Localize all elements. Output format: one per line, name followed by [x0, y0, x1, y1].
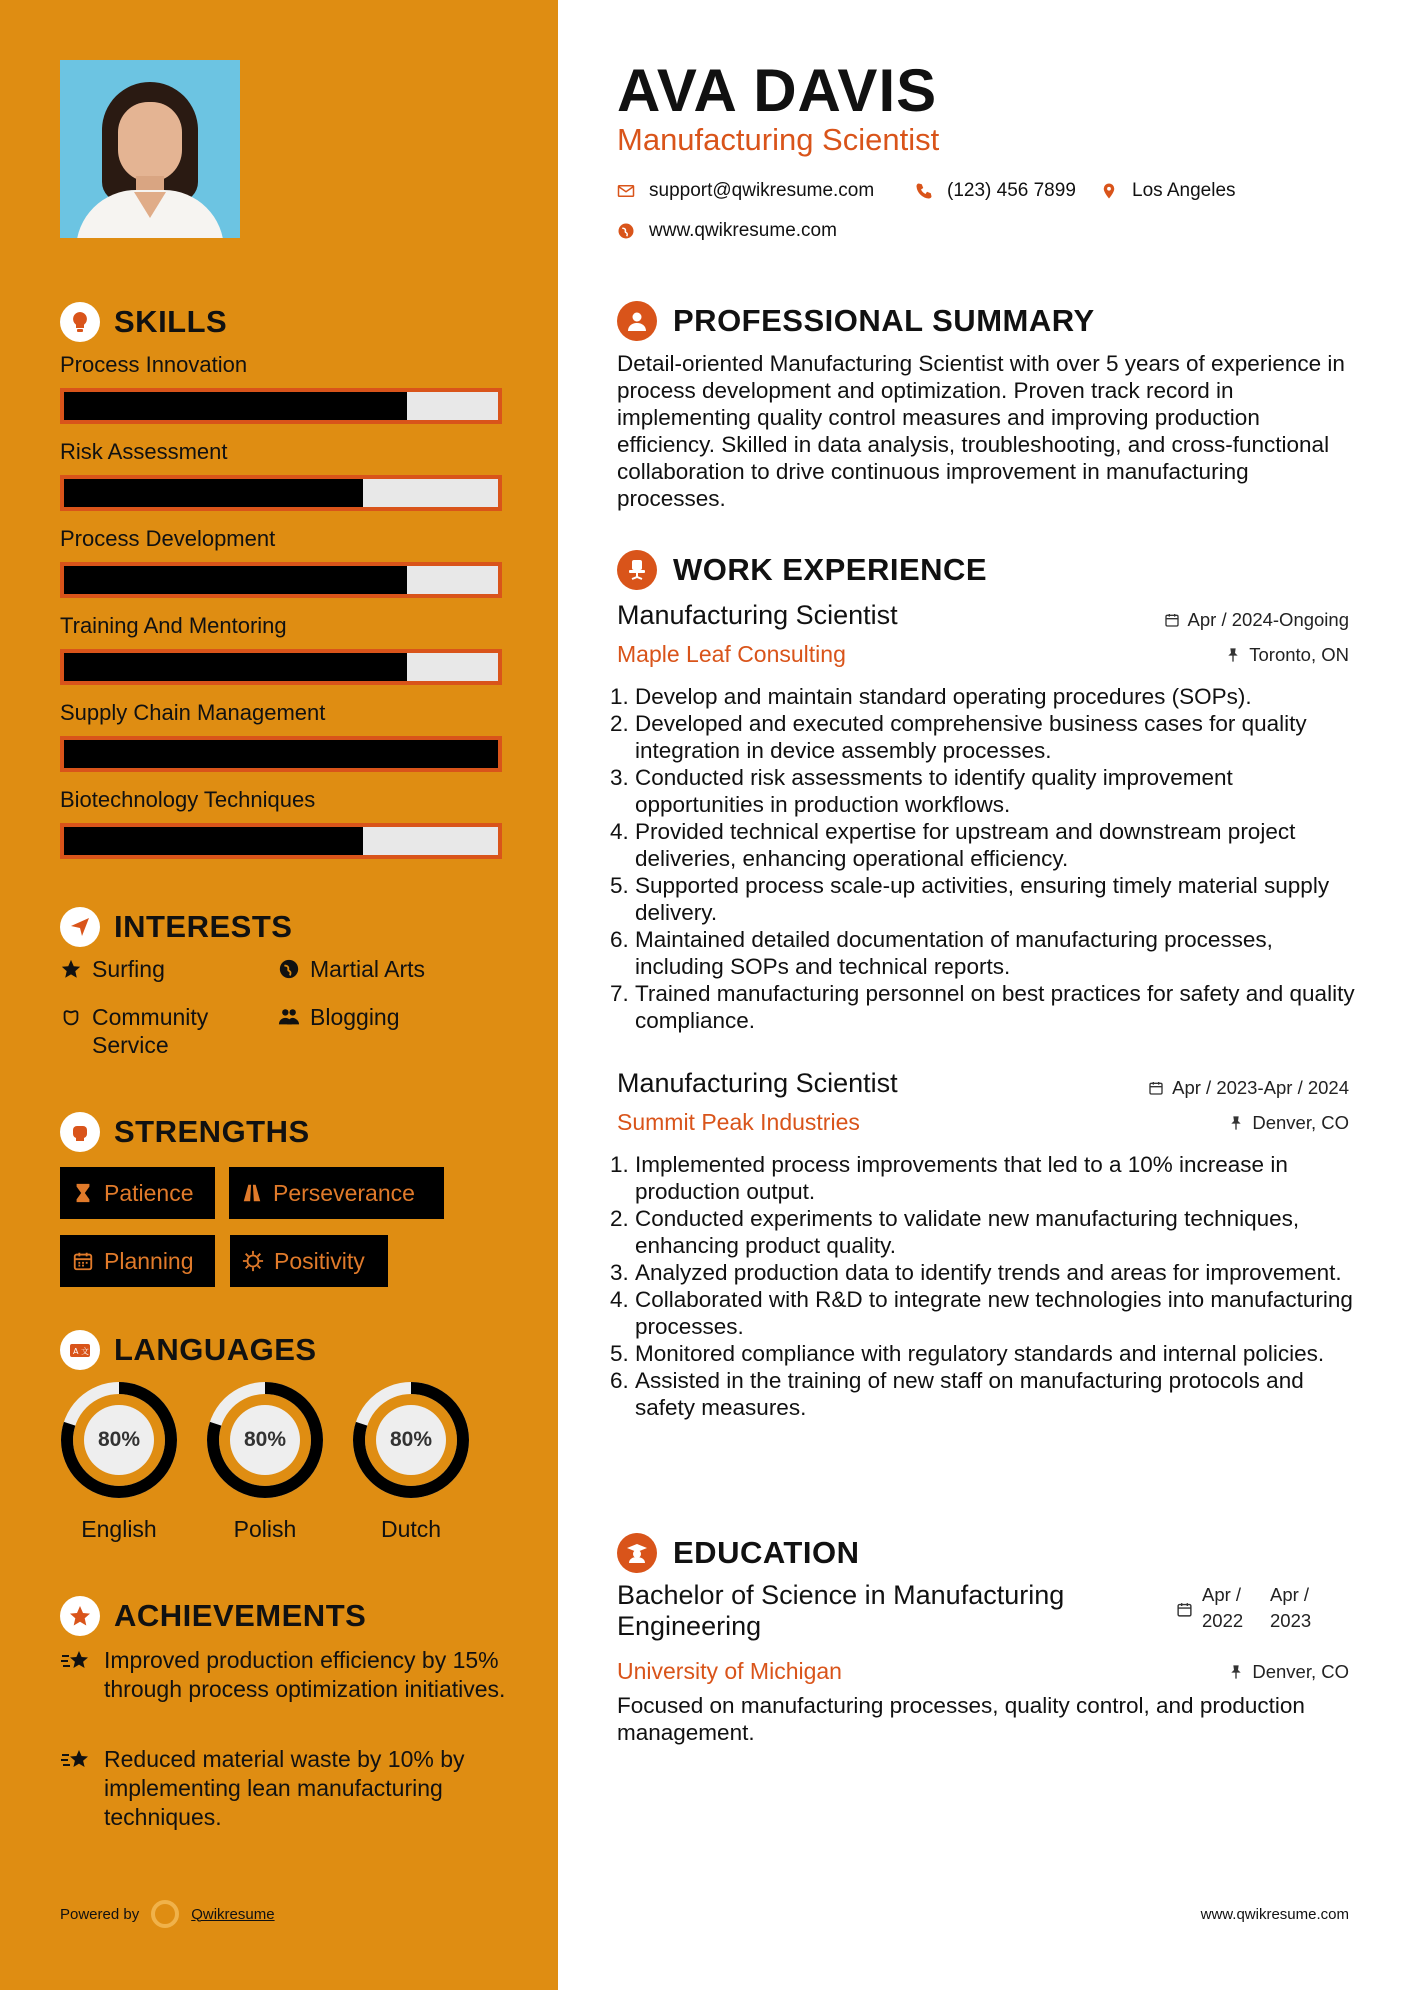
language-item [351, 1380, 471, 1543]
start-month: Apr / [1202, 1584, 1242, 1605]
strength-tag [60, 1235, 215, 1287]
hand-icon [60, 1006, 82, 1028]
job-dates-text: Apr / 2023-Apr / 2024 [1172, 1077, 1349, 1098]
skills-title: SKILLS [114, 304, 228, 339]
user-icon [617, 301, 657, 341]
language-percent: 80% [376, 1405, 446, 1475]
skill-bar [60, 823, 502, 859]
road-icon [241, 1182, 263, 1204]
strengths-title: STRENGTHS [114, 1114, 310, 1149]
list-item: 3. Conducted risk assessments to identify quality improvement opportunities in production workflows. [610, 765, 1233, 817]
language-gauge [59, 1380, 179, 1500]
powered-by-label: Powered by [60, 1905, 140, 1923]
star-icon [60, 958, 82, 980]
skill-bar [60, 475, 502, 511]
interest-label: Martial Arts [310, 956, 426, 982]
list-item: 5. Supported process scale-up activities, ensuring timely material supply delivery. [610, 873, 1330, 925]
skills-heading [60, 302, 227, 342]
interests-heading [60, 907, 292, 947]
skill-bar [60, 388, 502, 424]
interest-label: Surfing [92, 956, 165, 982]
skill-fill [64, 392, 407, 420]
strength-label: Perseverance [273, 1179, 415, 1206]
interest-item [278, 1003, 400, 1031]
candidate-role: Manufacturing Scientist [617, 122, 940, 157]
paper-plane-icon [60, 907, 100, 947]
skill-name: Process Innovation [60, 352, 248, 377]
skill-item [60, 698, 502, 772]
job-dates [1164, 609, 1349, 631]
job-title: Manufacturing Scientist [617, 600, 898, 630]
education-description: Focused on manufacturing processes, quality control, and production management. [617, 1693, 1305, 1745]
calendar-icon [72, 1250, 94, 1272]
sun-icon [242, 1250, 264, 1272]
fist-icon [60, 1112, 100, 1152]
skill-name: Training And Mentoring [60, 613, 287, 638]
skill-fill [64, 653, 407, 681]
end-month: Apr / [1270, 1584, 1310, 1605]
achievement-item [60, 1646, 510, 1704]
interest-item [60, 1003, 260, 1059]
job-company: Summit Peak Industries [617, 1109, 860, 1135]
summary-heading [617, 301, 1095, 341]
profile-photo [60, 60, 240, 238]
skill-item [60, 785, 502, 859]
end-year: 2023 [1270, 1610, 1312, 1631]
skill-name: Supply Chain Management [60, 700, 326, 725]
experience-title: WORK EXPERIENCE [673, 552, 988, 587]
globe-icon [278, 958, 300, 980]
calendar-icon [1164, 612, 1180, 628]
school-name: University of Michigan [617, 1658, 842, 1684]
job-title: Manufacturing Scientist [617, 1068, 898, 1098]
interest-item [278, 955, 425, 983]
globe-icon [617, 222, 635, 240]
location-text: Los Angeles [1132, 180, 1236, 201]
email-text: support@qwikresume.com [649, 180, 875, 201]
list-item: 6. Maintained detailed documentation of manufacturing processes, including SOPs and technical reports. [610, 927, 1273, 979]
skill-item [60, 611, 502, 685]
achievement-text: Improved production efficiency by 15% through process optimization initiatives. [104, 1647, 506, 1702]
language-gauge [351, 1380, 471, 1500]
contact-email[interactable] [617, 180, 874, 202]
experience-heading [617, 550, 987, 590]
list-item: 4. Collaborated with R&D to integrate new technologies into manufacturing processes. [610, 1287, 1353, 1339]
summary-title: PROFESSIONAL SUMMARY [673, 303, 1095, 338]
achievements-title: ACHIEVEMENTS [114, 1598, 367, 1633]
contact-location [1100, 180, 1236, 202]
map-pin-icon [1100, 182, 1118, 200]
strength-label: Planning [104, 1247, 194, 1274]
language-icon [60, 1330, 100, 1370]
degree-title: Bachelor of Science in Manufacturing Engineering [617, 1580, 1065, 1641]
contact-website[interactable] [617, 220, 837, 242]
job-bullets [610, 683, 1355, 1034]
achievement-text: Reduced material waste by 10% by implementing lean manufacturing techniques. [104, 1746, 465, 1830]
strength-tag [229, 1167, 444, 1219]
list-item: 7. Trained manufacturing personnel on best practices for safety and quality compliance. [610, 981, 1355, 1033]
start-year: 2022 [1202, 1610, 1244, 1631]
list-item: 1. Develop and maintain standard operating procedures (SOPs). [610, 684, 1252, 709]
qwikresume-link[interactable]: Qwikresume [191, 1905, 275, 1923]
star-badge-icon [60, 1596, 100, 1636]
list-item: 2. Developed and executed comprehensive business cases for quality integration in device assembly processes. [610, 711, 1307, 763]
contact-phone[interactable] [915, 180, 1076, 202]
interest-label: Blogging [310, 1004, 400, 1030]
list-item: 2. Conducted experiments to validate new manufacturing techniques, enhancing product quality. [610, 1206, 1300, 1258]
job-dates-text: Apr / 2024-Ongoing [1187, 609, 1349, 630]
language-item [205, 1380, 325, 1543]
achievement-item [60, 1745, 510, 1832]
languages-heading [60, 1330, 317, 1370]
language-percent: 80% [230, 1405, 300, 1475]
summary-text: Detail-oriented Manufacturing Scientist with over 5 years of experience in process development and optimization. Proven track record in implementing quality control measures and improving production efficiency. Skilled in data analysis, troubleshooting, and cross-functional collaboration to drive continuous improvement in manufacturing processes. [617, 351, 1345, 511]
language-percent: 80% [84, 1405, 154, 1475]
strength-label: Patience [104, 1179, 194, 1206]
education-location [1228, 1661, 1349, 1683]
job-location [1225, 644, 1349, 666]
education-location-text: Denver, CO [1252, 1661, 1349, 1682]
list-item: 4. Provided technical expertise for upstream and downstream project deliveries, enhancing operational efficiency. [610, 819, 1296, 871]
users-icon [278, 1006, 300, 1028]
language-name: Polish [233, 1516, 297, 1542]
skill-item [60, 524, 502, 598]
skill-fill [64, 740, 498, 768]
achievements-heading [60, 1596, 366, 1636]
hourglass-icon [72, 1182, 94, 1204]
list-item: 3. Analyzed production data to identify trends and areas for improvement. [610, 1260, 1342, 1285]
languages-title: LANGUAGES [114, 1332, 317, 1367]
phone-text: (123) 456 7899 [947, 180, 1076, 201]
strength-tag [60, 1167, 215, 1219]
interest-item [60, 955, 165, 983]
skill-bar [60, 649, 502, 685]
list-item: 1. Implemented process improvements that led to a 10% increase in production output. [610, 1152, 1288, 1204]
skill-item [60, 437, 502, 511]
list-item: 6. Assisted in the training of new staff on manufacturing protocols and safety measures. [610, 1368, 1304, 1420]
lightbulb-icon [60, 302, 100, 342]
interest-label: Community Service [92, 1004, 209, 1058]
job-dates [1148, 1077, 1349, 1099]
calendar-icon [1148, 1080, 1164, 1096]
shooting-star-icon [60, 1648, 92, 1676]
pushpin-icon [1228, 1664, 1244, 1680]
skill-name: Risk Assessment [60, 439, 228, 464]
envelope-icon [617, 182, 635, 200]
interests-title: INTERESTS [114, 909, 293, 944]
job-location-text: Denver, CO [1252, 1112, 1349, 1133]
sidebar [0, 0, 558, 1990]
language-name: English [81, 1516, 157, 1542]
phone-icon [915, 182, 933, 200]
strength-label: Positivity [274, 1247, 365, 1274]
language-gauge [205, 1380, 325, 1500]
language-name: Dutch [380, 1516, 442, 1542]
skill-fill [64, 479, 363, 507]
footer-url[interactable]: www.qwikresume.com [1200, 1906, 1349, 1923]
website-text: www.qwikresume.com [649, 220, 837, 241]
education-end [1270, 1582, 1311, 1634]
job-location-text: Toronto, ON [1249, 644, 1349, 665]
svg-text:A: A [73, 1347, 79, 1356]
skill-name: Biotechnology Techniques [60, 787, 316, 812]
qwikresume-logo-icon [151, 1900, 179, 1928]
graduate-icon [617, 1533, 657, 1573]
education-start [1202, 1582, 1243, 1634]
svg-text:文: 文 [81, 1347, 89, 1356]
calendar-icon [1176, 1601, 1193, 1618]
skill-item [60, 350, 502, 424]
job-company: Maple Leaf Consulting [617, 641, 846, 667]
strength-tag [230, 1235, 388, 1287]
skill-bar [60, 562, 502, 598]
pushpin-icon [1228, 1115, 1244, 1131]
strengths-heading [60, 1112, 310, 1152]
job-bullets [610, 1151, 1355, 1421]
skill-bar [60, 736, 502, 772]
education-title: EDUCATION [673, 1535, 860, 1570]
office-chair-icon [617, 550, 657, 590]
skill-fill [64, 827, 363, 855]
shooting-star-icon [60, 1747, 92, 1775]
candidate-name: AVA DAVIS [617, 57, 938, 124]
powered-by [60, 1900, 275, 1928]
education-heading [617, 1533, 859, 1573]
job-location [1228, 1112, 1349, 1134]
skill-name: Process Development [60, 526, 276, 551]
language-item [59, 1380, 179, 1543]
pushpin-icon [1225, 647, 1241, 663]
skill-fill [64, 566, 407, 594]
list-item: 5. Monitored compliance with regulatory standards and internal policies. [610, 1341, 1325, 1366]
